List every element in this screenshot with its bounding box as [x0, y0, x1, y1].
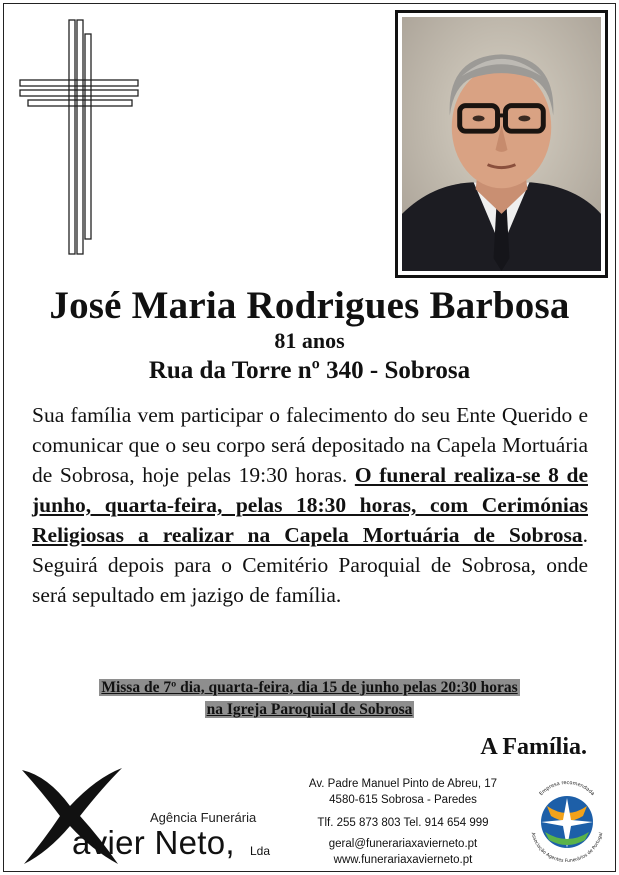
signature: A Família.	[480, 734, 587, 760]
agency-website[interactable]: www.funerariaxavierneto.pt	[333, 854, 473, 866]
deceased-address: Rua da Torre nº 340 - Sobrosa	[148, 357, 471, 384]
agency-name: avier Neto,	[72, 824, 235, 861]
funeral-details: O funeral realiza-se 8 de junho, quarta-feira, pelas 18:30 horas, com Cerimónias Religiosas a realizar na Capela Mortuária de Sobrosa	[32, 463, 588, 547]
announcement-text	[32, 400, 588, 610]
announcement-closing: . Seguirá depois para o Cemitério Paroquial de Sobrosa, onde será sepultado em jazigo de família.	[32, 523, 588, 607]
agency-phones: Tlf. 255 873 803 Tel. 914 654 999	[317, 817, 489, 829]
deceased-age: 81 anos	[274, 328, 345, 353]
agency-email[interactable]: geral@funerariaxavierneto.pt	[328, 838, 478, 850]
seal-text-bottom: Associação Agentes Funerários de Portugal	[529, 832, 605, 865]
agency-suffix: Lda	[250, 844, 271, 858]
missa-line-1: Missa de 7º dia, quarta-feira, dia 15 de junho pelas 20:30 horas	[101, 679, 518, 696]
association-seal-icon	[525, 776, 609, 866]
portrait-frame	[395, 10, 608, 278]
agency-address-line-2: 4580-615 Sobrosa - Paredes	[329, 794, 477, 806]
missa-line-2: na Igreja Paroquial de Sobrosa	[206, 701, 413, 718]
missa-notice	[0, 677, 619, 721]
portrait-photo	[402, 17, 601, 271]
announcement-intro: Sua família vem participar o falecimento do seu Ente Querido e comunicar que o seu corpo será depositado na Capela Mortuária de Sobrosa, hoje pelas 19:30 horas.	[32, 403, 588, 487]
agency-label: Agência Funerária	[150, 810, 257, 825]
svg-text:Empresa recomendada	[538, 780, 595, 797]
deceased-name: José Maria Rodrigues Barbosa	[49, 284, 570, 327]
seal-text-top: Empresa recomendada	[538, 779, 596, 798]
agency-address-line-1: Av. Padre Manuel Pinto de Abreu, 17	[308, 778, 498, 790]
cross-icon	[18, 18, 140, 256]
